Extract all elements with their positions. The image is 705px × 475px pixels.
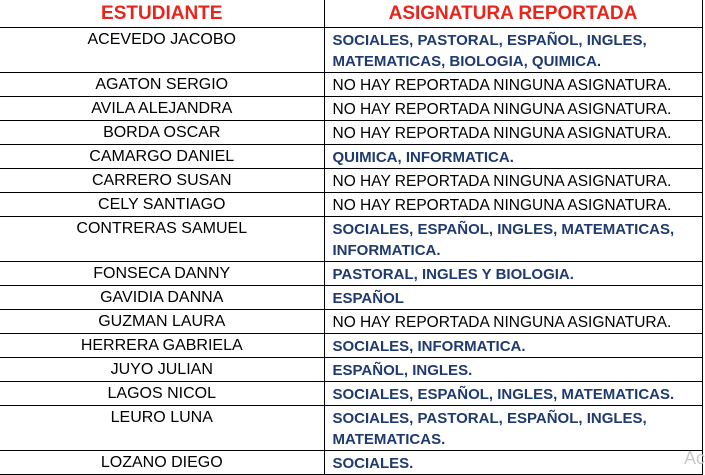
- student-name-cell: CELY SANTIAGO: [0, 193, 324, 217]
- table-row: [0, 451, 702, 475]
- table-row: [0, 97, 702, 121]
- student-name-cell: LOZANO DIEGO: [0, 451, 324, 475]
- reported-subject-cell: SOCIALES, INFORMATICA.: [324, 334, 702, 358]
- student-name-cell: LAGOS NICOL: [0, 382, 324, 406]
- reported-subject-cell: SOCIALES, ESPAÑOL, INGLES, MATEMATICAS.: [324, 382, 702, 406]
- header-row: [0, 0, 702, 28]
- table-row: [0, 217, 702, 262]
- student-name-cell: CARRERO SUSAN: [0, 169, 324, 193]
- student-name-cell: ACEVEDO JACOBO: [0, 28, 324, 73]
- reported-subject-cell: NO HAY REPORTADA NINGUNA ASIGNATURA.: [324, 121, 702, 145]
- table-row: [0, 121, 702, 145]
- reported-subject-cell: SOCIALES, ESPAÑOL, INGLES, MATEMATICAS, INFORMATICA.: [324, 217, 702, 262]
- student-name-cell: CAMARGO DANIEL: [0, 145, 324, 169]
- reported-subject-cell: SOCIALES, PASTORAL, ESPAÑOL, INGLES, MATEMATICAS, BIOLOGIA, QUIMICA.: [324, 28, 702, 73]
- reported-subject-cell: NO HAY REPORTADA NINGUNA ASIGNATURA.: [324, 97, 702, 121]
- table-row: [0, 145, 702, 169]
- reported-subject-cell: QUIMICA, INFORMATICA.: [324, 145, 702, 169]
- table-row: [0, 334, 702, 358]
- table-row: [0, 286, 702, 310]
- table-row: [0, 310, 702, 334]
- reported-subject-cell: NO HAY REPORTADA NINGUNA ASIGNATURA.: [324, 73, 702, 97]
- table-row: [0, 73, 702, 97]
- table-row: [0, 382, 702, 406]
- student-name-cell: GUZMAN LAURA: [0, 310, 324, 334]
- student-column-header: ESTUDIANTE: [0, 0, 324, 28]
- reported-subject-cell: PASTORAL, INGLES Y BIOLOGIA.: [324, 262, 702, 286]
- student-name-cell: JUYO JULIAN: [0, 358, 324, 382]
- table-row: [0, 193, 702, 217]
- student-name-cell: CONTRERAS SAMUEL: [0, 217, 324, 262]
- reported-subject-cell: NO HAY REPORTADA NINGUNA ASIGNATURA.: [324, 193, 702, 217]
- reported-subject-cell: SOCIALES.: [324, 451, 702, 475]
- student-name-cell: BORDA OSCAR: [0, 121, 324, 145]
- table-row: [0, 406, 702, 451]
- subject-column-header: ASIGNATURA REPORTADA: [324, 0, 702, 28]
- reported-subject-cell: ESPAÑOL: [324, 286, 702, 310]
- student-name-cell: GAVIDIA DANNA: [0, 286, 324, 310]
- student-name-cell: HERRERA GABRIELA: [0, 334, 324, 358]
- student-name-cell: FONSECA DANNY: [0, 262, 324, 286]
- reported-subject-cell: NO HAY REPORTADA NINGUNA ASIGNATURA.: [324, 169, 702, 193]
- student-name-cell: LEURO LUNA: [0, 406, 324, 451]
- reported-subject-cell: SOCIALES, PASTORAL, ESPAÑOL, INGLES, MATEMATICAS.: [324, 406, 702, 451]
- reported-subject-cell: ESPAÑOL, INGLES.: [324, 358, 702, 382]
- student-name-cell: AVILA ALEJANDRA: [0, 97, 324, 121]
- table-row: [0, 169, 702, 193]
- table-row: [0, 28, 702, 73]
- activation-watermark: Ac: [683, 448, 705, 468]
- reported-subject-cell: NO HAY REPORTADA NINGUNA ASIGNATURA.: [324, 310, 702, 334]
- table-row: [0, 262, 702, 286]
- student-name-cell: AGATON SERGIO: [0, 73, 324, 97]
- table-body: [0, 28, 702, 475]
- table-row: [0, 358, 702, 382]
